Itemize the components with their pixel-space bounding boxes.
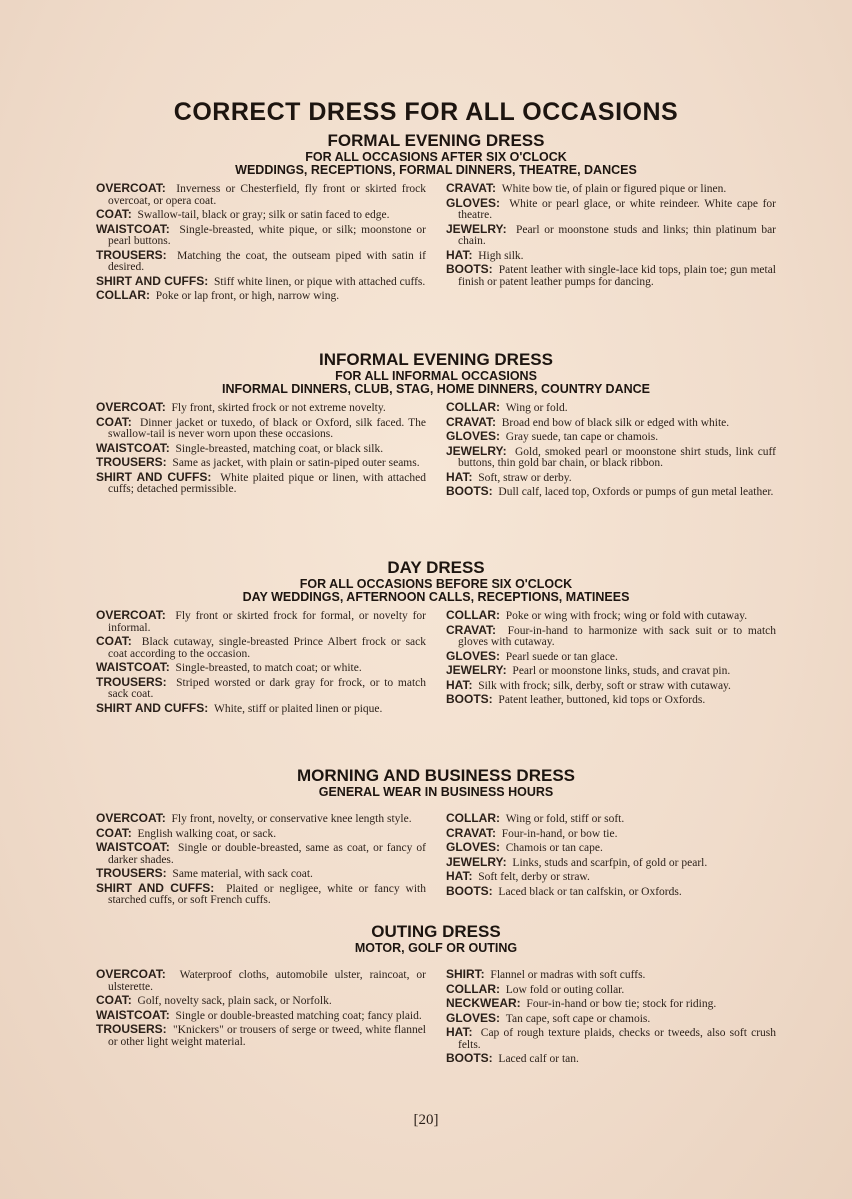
dress-entry <box>446 402 776 415</box>
right-column <box>446 402 776 501</box>
entry-text: Same material, with sack coat. <box>172 868 313 880</box>
section-day-dress <box>96 558 776 717</box>
dress-entry <box>446 677 776 693</box>
page-title: CORRECT DRESS FOR ALL OCCASIONS <box>173 98 679 126</box>
dress-entry <box>446 183 776 196</box>
entry-text: Matching the coat, the outseam piped with satin if desired. <box>108 249 427 273</box>
entry-label: OVERCOAT: <box>96 181 166 195</box>
entry-text: English walking coat, or sack. <box>137 827 277 840</box>
entry-text: Broad end bow of black silk or edged with white. <box>501 416 730 429</box>
entry-text: Pearl suede or tan glace. <box>505 650 618 663</box>
entry-label: SHIRT AND CUFFS: <box>96 880 215 895</box>
entry-label: GLOVES: <box>446 1010 501 1025</box>
entry-text: Wing or fold, stiff or soft. <box>505 813 625 825</box>
entry-label: OVERCOAT: <box>96 967 166 981</box>
dress-entry <box>96 273 426 289</box>
entry-label: SHIRT AND CUFFS: <box>96 700 209 715</box>
entry-label: TROUSERS: <box>96 1022 167 1036</box>
entry-label: COAT: <box>96 634 132 648</box>
entry-text: Soft, straw or derby. <box>478 471 572 484</box>
dress-entry <box>446 981 776 997</box>
entry-label: COAT: <box>96 207 132 221</box>
entry-text: Plaited or negligee, white or fancy with starched cuffs, or soft French cuffs. <box>108 882 426 906</box>
dress-entry <box>446 469 776 485</box>
section-subheading: DAY WEDDINGS, AFTERNOON CALLS, RECEPTIONS, MATINEES <box>242 590 630 604</box>
section-heading: INFORMAL EVENING DRESS <box>319 350 553 369</box>
section-informal-evening <box>96 350 776 501</box>
dress-entry <box>96 1024 426 1048</box>
entry-label: CRAVAT: <box>446 825 496 840</box>
dress-entry <box>96 995 426 1008</box>
right-column <box>446 610 776 717</box>
dress-entry <box>446 195 776 222</box>
entry-label: GLOVES: <box>446 648 501 663</box>
entry-label: SHIRT AND CUFFS: <box>96 469 212 484</box>
left-column <box>96 969 426 1068</box>
entry-label: BOOTS: <box>446 692 493 706</box>
entry-label: OVERCOAT: <box>96 608 166 622</box>
dress-entry <box>446 871 776 884</box>
dress-entry <box>446 813 776 826</box>
entry-label: SHIRT AND CUFFS: <box>96 273 209 288</box>
right-column <box>446 813 776 909</box>
entry-label: TROUSERS: <box>96 247 167 262</box>
entry-label: CRAVAT: <box>446 181 496 195</box>
entry-text: Patent leather, buttoned, kid tops or Oxfords. <box>498 694 706 706</box>
entry-text: Stiff white linen, or pique with attached cuffs. <box>213 275 426 288</box>
entry-label: GLOVES: <box>446 429 501 443</box>
left-column <box>96 610 426 717</box>
entry-label: HAT: <box>446 677 473 692</box>
page-number: [20] <box>413 1112 439 1128</box>
dress-entry <box>96 813 426 826</box>
section-subheading: FOR ALL OCCASIONS AFTER SIX O'CLOCK <box>305 150 567 164</box>
entry-text: Poke or wing with frock; wing or fold with cutaway. <box>505 610 748 622</box>
section-outing <box>96 922 776 1068</box>
dress-entry <box>96 636 426 660</box>
entry-text: Fly front, skirted frock or not extreme novelty. <box>171 402 386 414</box>
entry-text: Four-in-hand or bow tie; stock for riding. <box>526 998 717 1010</box>
entry-label: OVERCOAT: <box>96 400 166 414</box>
entry-text: "Knickers" or trousers of serge or tweed, white flannel or other light weight material. <box>108 1024 426 1048</box>
dress-entry <box>446 221 777 248</box>
dress-entry <box>446 414 776 430</box>
dress-entry <box>96 221 427 248</box>
dress-entry <box>96 662 426 675</box>
left-column <box>96 183 426 305</box>
dress-entry <box>446 694 776 707</box>
entry-label: COAT: <box>96 825 132 840</box>
section-subheading: INFORMAL DINNERS, CLUB, STAG, HOME DINNERS, COUNTRY DANCE <box>221 382 651 396</box>
section-heading: DAY DRESS <box>387 558 485 577</box>
dress-entry <box>96 842 426 866</box>
dress-entry <box>446 264 776 288</box>
entry-text: Four-in-hand, or bow tie. <box>501 827 618 840</box>
dress-entry <box>446 1027 776 1051</box>
entry-label: COLLAR: <box>446 608 500 622</box>
dress-entry <box>446 665 776 678</box>
dress-entry <box>96 610 426 634</box>
entry-label: CRAVAT: <box>446 414 496 429</box>
section-subheading: WEDDINGS, RECEPTIONS, FORMAL DINNERS, THEATRE, DANCES <box>235 163 637 177</box>
entry-text: Low fold or outing collar. <box>505 983 625 996</box>
entry-text: Links, studs and scarfpin, of gold or pearl. <box>512 856 708 869</box>
left-column <box>96 813 426 909</box>
entry-text: White plaited pique or linen, with attached cuffs; detached permissible. <box>108 471 426 495</box>
entry-label: WAISTCOAT: <box>96 840 170 854</box>
dress-entry <box>446 1010 776 1026</box>
entry-label: BOOTS: <box>446 262 493 276</box>
entry-text: Fly front, novelty, or conservative knee length style. <box>171 813 412 825</box>
entry-text: Striped worsted or dark gray for frock, or to match sack coat. <box>108 676 426 700</box>
entry-text: Pearl or moonstone studs and links; thin platinum bar chain. <box>458 223 777 247</box>
entry-text: White, stiff or plaited linen or pique. <box>213 702 383 715</box>
dress-entry <box>446 883 776 899</box>
entry-text: Fly front or skirted frock for formal, or novelty for informal. <box>108 610 427 634</box>
dress-entry <box>446 842 776 855</box>
entry-label: SHIRT: <box>446 967 485 981</box>
dress-entry <box>446 622 776 649</box>
entry-label: GLOVES: <box>446 840 501 854</box>
dress-entry <box>96 209 426 222</box>
dress-entry <box>446 854 776 870</box>
section-subheading: FOR ALL OCCASIONS BEFORE SIX O'CLOCK <box>299 577 573 591</box>
entry-label: JEWELRY: <box>446 443 507 458</box>
section-formal-evening <box>96 131 776 305</box>
section-subheading: FOR ALL INFORMAL OCCASIONS <box>335 369 537 383</box>
entry-text: White bow tie, of plain or figured pique or linen. <box>501 183 727 195</box>
dress-entry <box>446 247 776 263</box>
entry-text: Gray suede, tan cape or chamois. <box>505 431 659 443</box>
entry-label: JEWELRY: <box>446 663 507 677</box>
dress-entry <box>96 674 426 701</box>
entry-label: JEWELRY: <box>446 854 507 869</box>
section-heading: MORNING AND BUSINESS DRESS <box>296 766 575 785</box>
entry-text: Poke or lap front, or high, narrow wing. <box>155 290 340 302</box>
entry-label: CRAVAT: <box>446 622 496 637</box>
entry-text: Golf, novelty sack, plain sack, or Norfolk. <box>137 995 332 1007</box>
entry-label: HAT: <box>446 869 473 883</box>
dress-entry <box>96 457 426 470</box>
entry-label: HAT: <box>446 469 473 484</box>
entry-text: Single or double-breasted, same as coat, or fancy of darker shades. <box>108 842 426 866</box>
entry-text: Tan cape, soft cape or chamois. <box>505 1012 651 1025</box>
dress-entry <box>96 247 427 274</box>
entry-text: Four-in-hand to harmonize with sack suit or to match gloves with cutaway. <box>458 624 776 648</box>
dress-entry <box>96 414 427 441</box>
entry-text: White or pearl glace, or white reindeer. White cape for theatre. <box>458 197 776 221</box>
dress-entry <box>446 969 776 982</box>
entry-text: High silk. <box>478 249 524 262</box>
entry-label: COLLAR: <box>446 400 500 414</box>
entry-label: WAISTCOAT: <box>96 660 170 674</box>
entry-label: COAT: <box>96 993 132 1007</box>
entry-label: GLOVES: <box>446 195 501 210</box>
left-column <box>96 402 426 501</box>
entry-label: TROUSERS: <box>96 455 167 469</box>
dress-entry <box>96 969 426 993</box>
entry-text: Laced black or tan calfskin, or Oxfords. <box>498 885 682 898</box>
dress-entry <box>446 486 776 499</box>
dress-entry <box>96 183 426 207</box>
section-morning-business <box>96 766 776 909</box>
dress-entry <box>446 431 776 444</box>
entry-text: Swallow-tail, black or gray; silk or satin faced to edge. <box>137 209 390 221</box>
entry-text: Dinner jacket or tuxedo, of black or Oxford, silk faced. The swallow-tail is never worn upon these occasions. <box>108 416 427 440</box>
entry-text: Chamois or tan cape. <box>505 842 603 854</box>
dress-entry <box>96 1007 426 1023</box>
dress-entry <box>446 443 776 470</box>
section-subheading: MOTOR, GOLF OR OUTING <box>354 941 518 955</box>
dress-entry <box>96 440 426 456</box>
dress-entry <box>96 700 426 716</box>
entry-label: COLLAR: <box>446 811 500 825</box>
entry-label: COAT: <box>96 414 132 429</box>
right-column <box>446 183 776 305</box>
entry-text: Patent leather with single-lace kid tops, plain toe; gun metal finish or patent leather pumps for dancing. <box>458 264 777 288</box>
dress-entry <box>96 825 426 841</box>
dress-entry <box>446 825 776 841</box>
entry-text: Cap of rough texture plaids, checks or tweeds, also soft crush felts. <box>458 1027 777 1051</box>
entry-text: Pearl or moonstone links, studs, and cravat pin. <box>512 665 731 677</box>
dress-entry <box>96 880 426 907</box>
entry-text: Single or double-breasted matching coat; fancy plaid. <box>175 1009 422 1022</box>
entry-text: Inverness or Chesterfield, fly front or skirted frock overcoat, or opera coat. <box>108 183 427 207</box>
entry-label: BOOTS: <box>446 883 493 898</box>
section-heading: OUTING DRESS <box>371 922 501 941</box>
entry-text: Wing or fold. <box>505 402 568 414</box>
entry-label: WAISTCOAT: <box>96 1007 170 1022</box>
entry-label: WAISTCOAT: <box>96 440 170 455</box>
dress-entry <box>96 402 426 415</box>
entry-text: Dull calf, laced top, Oxfords or pumps of gun metal leather. <box>498 486 774 498</box>
entry-label: TROUSERS: <box>96 674 167 689</box>
entry-text: Single-breasted, to match coat; or white. <box>175 662 362 674</box>
dress-entry <box>96 469 426 496</box>
entry-label: TROUSERS: <box>96 866 167 880</box>
right-column <box>446 969 776 1068</box>
dress-entry <box>446 1053 776 1066</box>
entry-text: Same as jacket, with plain or satin-piped outer seams. <box>172 457 420 469</box>
entry-text: Single-breasted, white pique, or silk; moonstone or pearl buttons. <box>108 223 427 247</box>
entry-label: JEWELRY: <box>446 221 507 236</box>
dress-entry <box>446 998 776 1011</box>
entry-label: NECKWEAR: <box>446 996 521 1010</box>
entry-text: Soft felt, derby or straw. <box>478 871 590 883</box>
entry-label: BOOTS: <box>446 1051 493 1065</box>
entry-text: Waterproof cloths, automobile ulster, raincoat, or ulsterette. <box>108 969 426 993</box>
entry-label: HAT: <box>446 247 473 262</box>
dress-entry <box>446 610 776 623</box>
section-heading: FORMAL EVENING DRESS <box>327 131 545 150</box>
entry-label: COLLAR: <box>446 981 500 996</box>
dress-entry <box>96 868 426 881</box>
entry-text: Black cutaway, single-breasted Prince Albert frock or sack coat according to the occasion. <box>108 636 427 660</box>
entry-text: Silk with frock; silk, derby, soft or straw with cutaway. <box>478 679 731 692</box>
entry-label: BOOTS: <box>446 484 493 498</box>
entry-label: WAISTCOAT: <box>96 221 170 236</box>
dress-entry <box>446 648 776 664</box>
dress-entry <box>96 290 426 303</box>
entry-text: Single-breasted, matching coat, or black silk. <box>175 442 384 455</box>
entry-label: HAT: <box>446 1025 473 1039</box>
entry-text: Laced calf or tan. <box>498 1053 579 1065</box>
entry-text: Flannel or madras with soft cuffs. <box>490 969 646 981</box>
section-subheading: GENERAL WEAR IN BUSINESS HOURS <box>318 785 554 799</box>
entry-text: Gold, smoked pearl or moonstone shirt studs, link cuff buttons, thin gold bar chain, or black ribbon. <box>458 445 776 469</box>
entry-label: OVERCOAT: <box>96 811 166 825</box>
entry-label: COLLAR: <box>96 288 150 302</box>
